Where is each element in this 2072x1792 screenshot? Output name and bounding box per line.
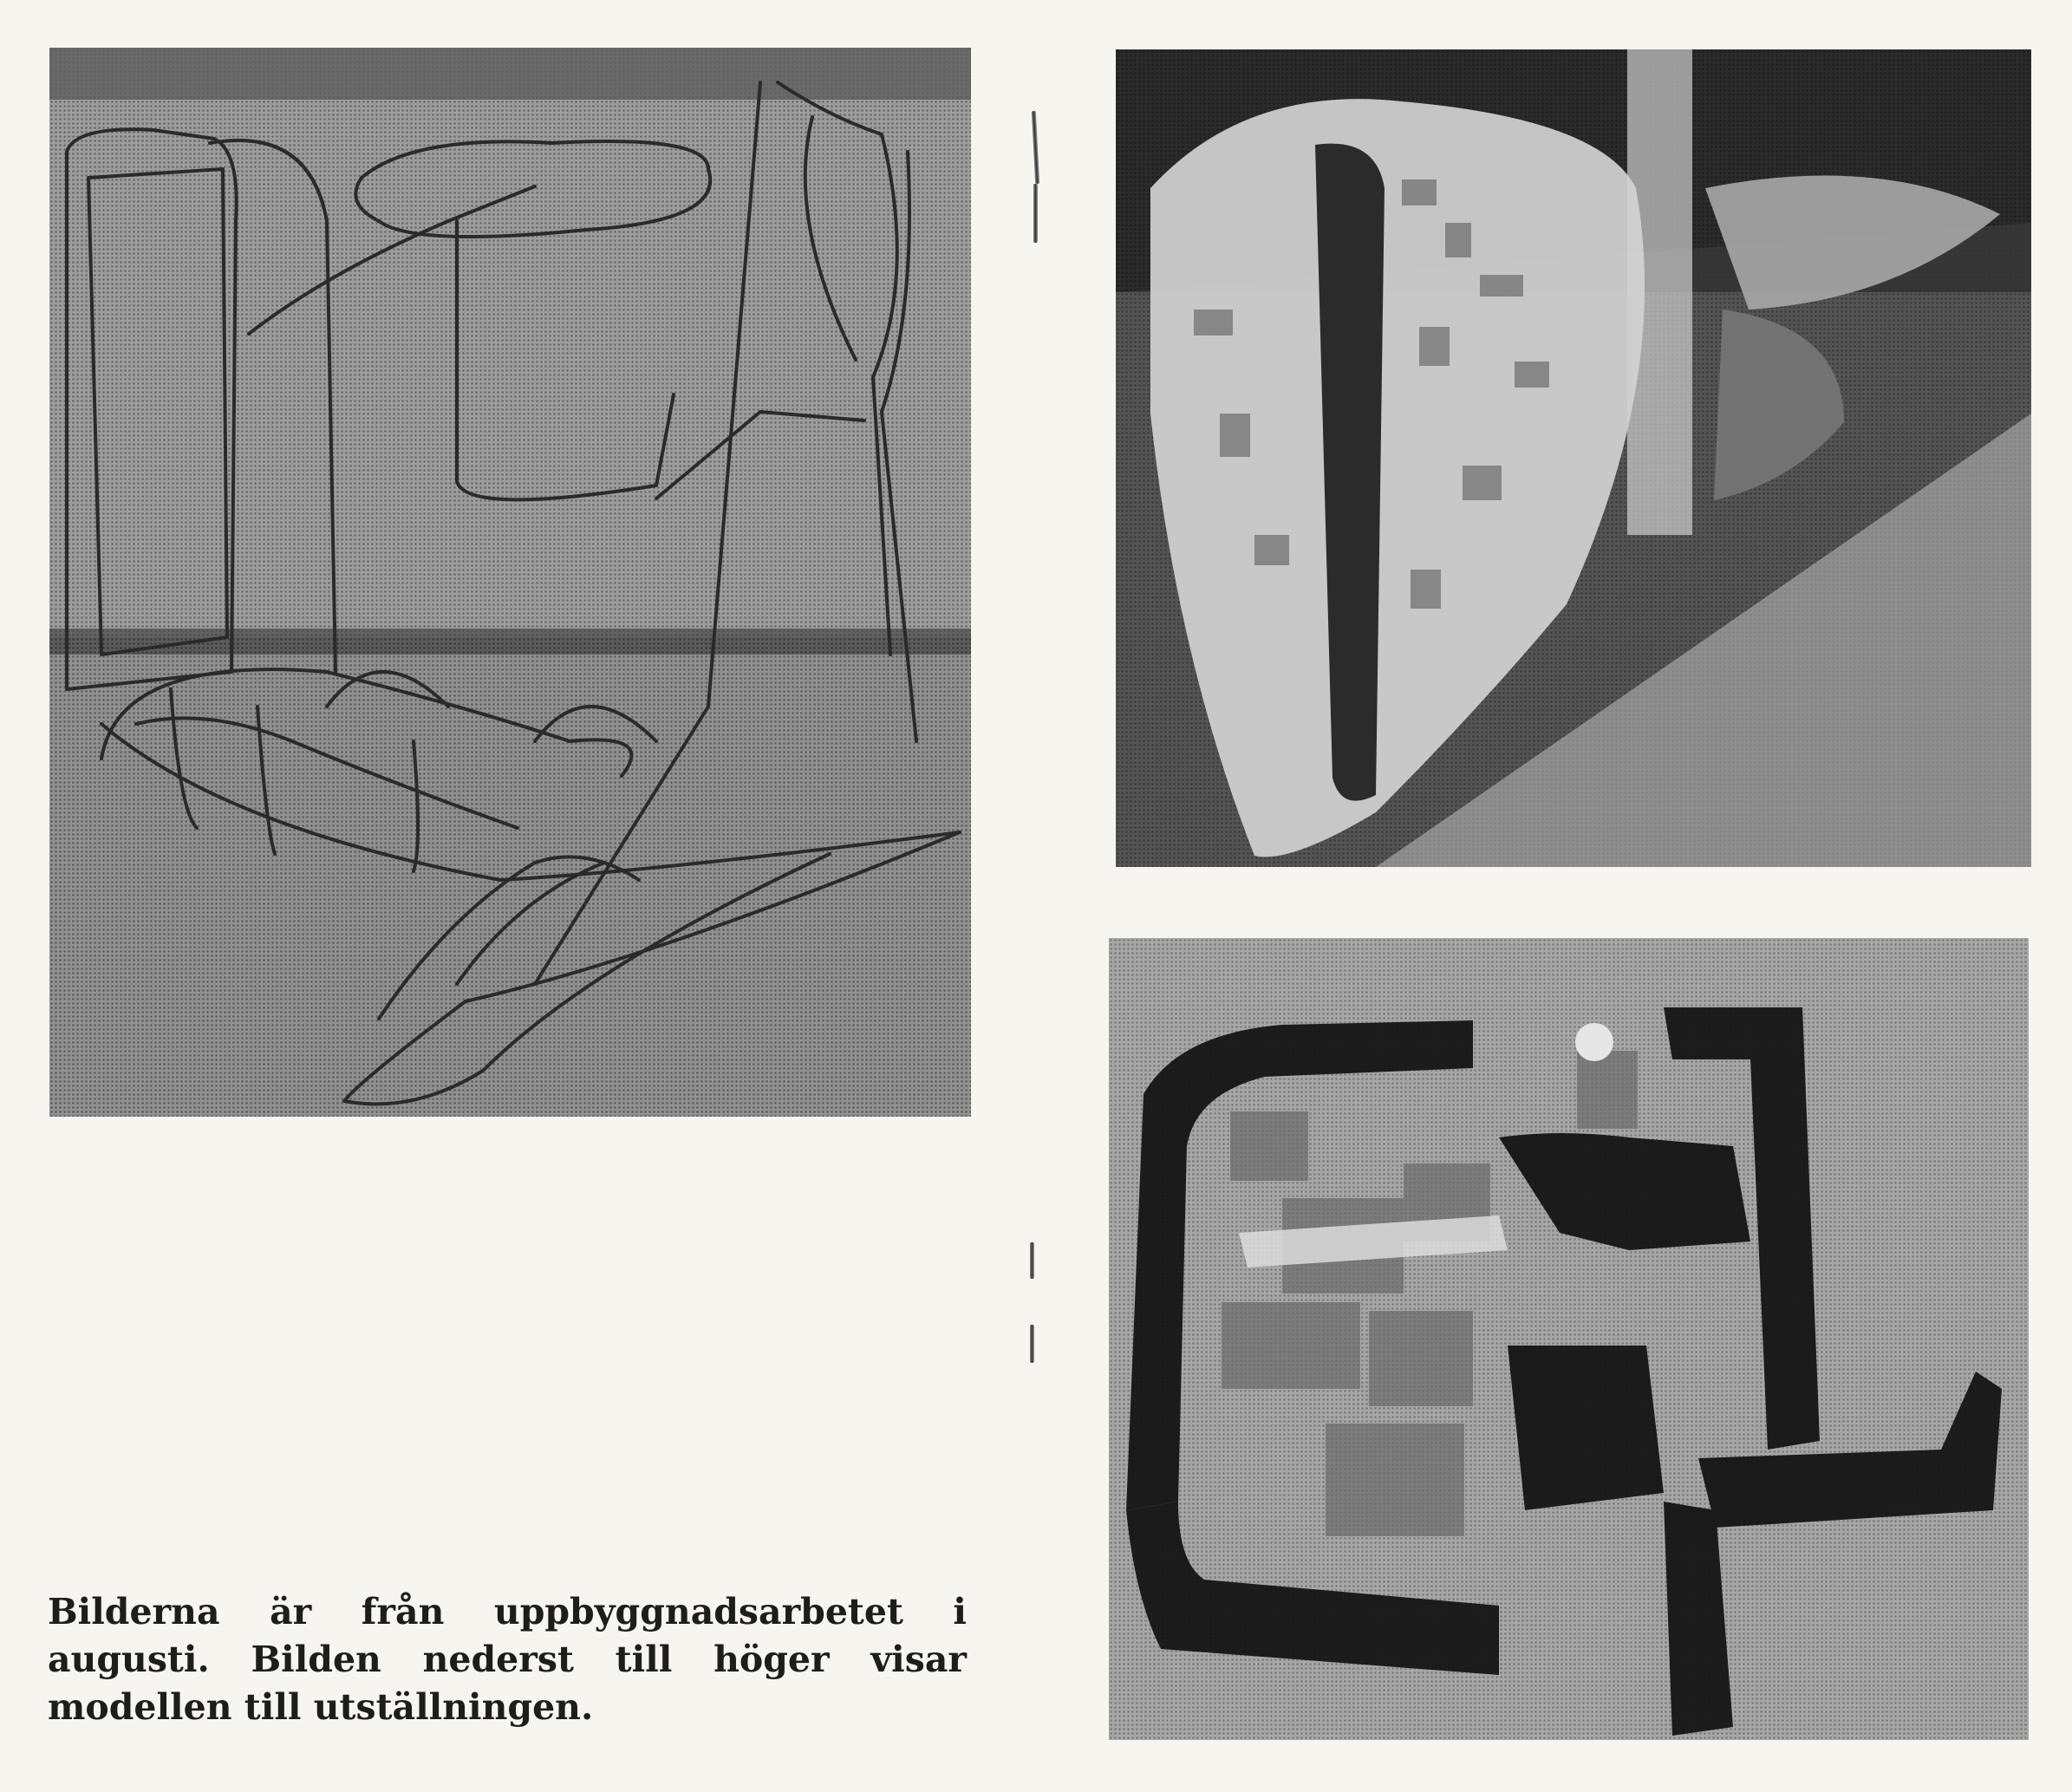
caption-text: Bilderna är från uppbyggnadsarbetet i augusti. Bilden nederst till höger visar modellen till utställningen. xyxy=(48,1591,967,1728)
staple-bottom-lower xyxy=(1030,1325,1034,1363)
staple-bottom xyxy=(1030,1242,1034,1279)
wire-frame-sculpture-drawing xyxy=(49,48,971,1117)
wire-frame-sculpture-photo xyxy=(49,48,971,1117)
exhibition-model-photo xyxy=(1109,938,2029,1740)
newspaper-covered-sculpture-drawing xyxy=(1116,49,2031,867)
staple-top-lower xyxy=(1033,184,1038,243)
newspaper-covered-sculpture-photo xyxy=(1116,49,2031,867)
staple-top xyxy=(1032,111,1039,184)
exhibition-model-drawing xyxy=(1109,938,2029,1740)
